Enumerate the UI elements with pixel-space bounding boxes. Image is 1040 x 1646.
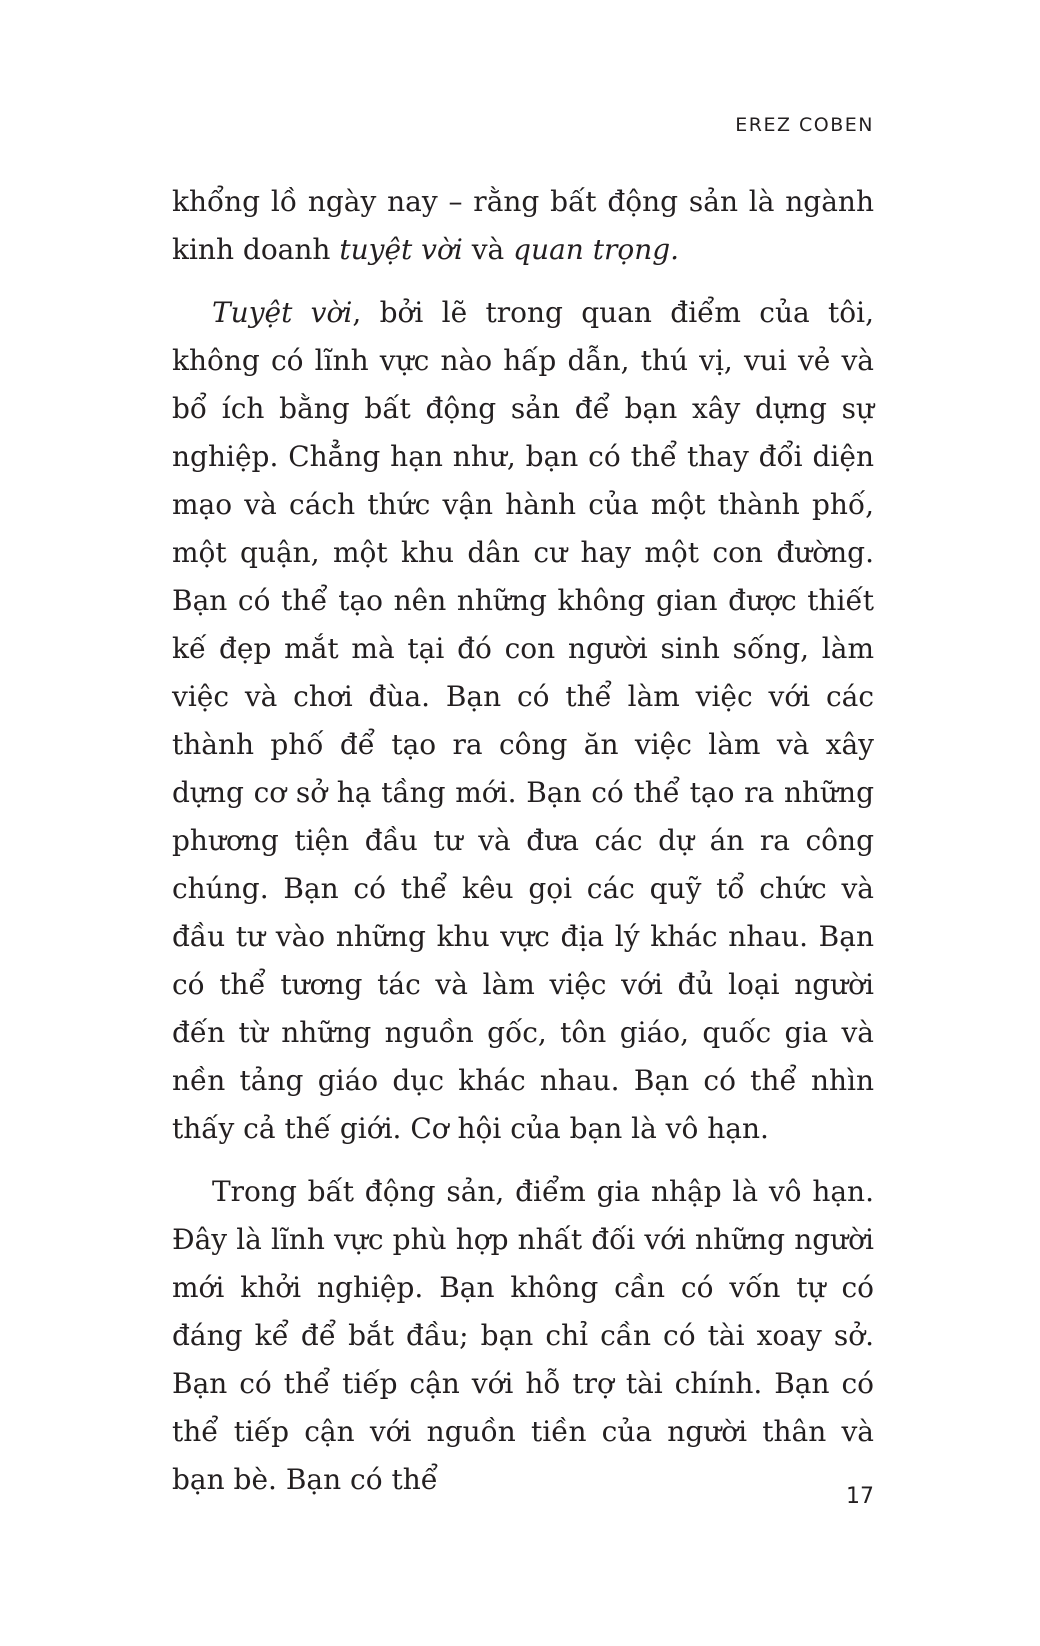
- paragraph-1-italic-segment: tuyệt vời: [339, 233, 463, 266]
- paragraph-1: [172, 178, 874, 274]
- paragraph-3-segment: Trong bất động sản, điểm gia nhập là vô hạn. Đây là lĩnh vực phù hợp nhất đối với những người mới khởi nghiệp. Bạn không cần có vốn tự có đáng kể để bắt đầu; bạn chỉ cần có tài xoay sở. Bạn có thể tiếp cận với hỗ trợ tài chính. Bạn có thể tiếp cận với nguồn tiền của người thân và bạn bè. Bạn có thể: [172, 1175, 874, 1496]
- paragraph-1-italic-segment: quan trọng.: [513, 233, 680, 266]
- paragraph-1-segment: và: [462, 233, 514, 266]
- paragraph-1-segment: khổng lồ ngày nay – rằng bất động sản là ngành kinh doanh: [172, 185, 874, 266]
- paragraph-3: [172, 1168, 874, 1504]
- paragraph-2-italic-segment: Tuyệt vời: [212, 296, 353, 329]
- running-header-author: EREZ COBEN: [735, 114, 874, 136]
- body-text: [172, 178, 874, 1504]
- paragraph-2-segment: , bởi lẽ trong quan điểm của tôi, không có lĩnh vực nào hấp dẫn, thú vị, vui vẻ và bổ ích bằng bất động sản để bạn xây dựng sự nghiệp. Chẳng hạn như, bạn có thể thay đổi diện mạo và cách thức vận hành của một thành phố, một quận, một khu dân cư hay một con đường. Bạn có thể tạo nên những không gian được thiết kế đẹp mắt mà tại đó con người sinh sống, làm việc và chơi đùa. Bạn có thể làm việc với các thành phố để tạo ra công ăn việc làm và xây dựng cơ sở hạ tầng mới. Bạn có thể tạo ra những phương tiện đầu tư và đưa các dự án ra công chúng. Bạn có thể kêu gọi các quỹ tổ chức và đầu tư vào những khu vực địa lý khác nhau. Bạn có thể tương tác và làm việc với đủ loại người đến từ những nguồn gốc, tôn giáo, quốc gia và nền tảng giáo dục khác nhau. Bạn có thể nhìn thấy cả thế giới. Cơ hội của bạn là vô hạn.: [172, 296, 874, 1145]
- page-number: 17: [846, 1484, 874, 1509]
- paragraph-2: [172, 289, 874, 1153]
